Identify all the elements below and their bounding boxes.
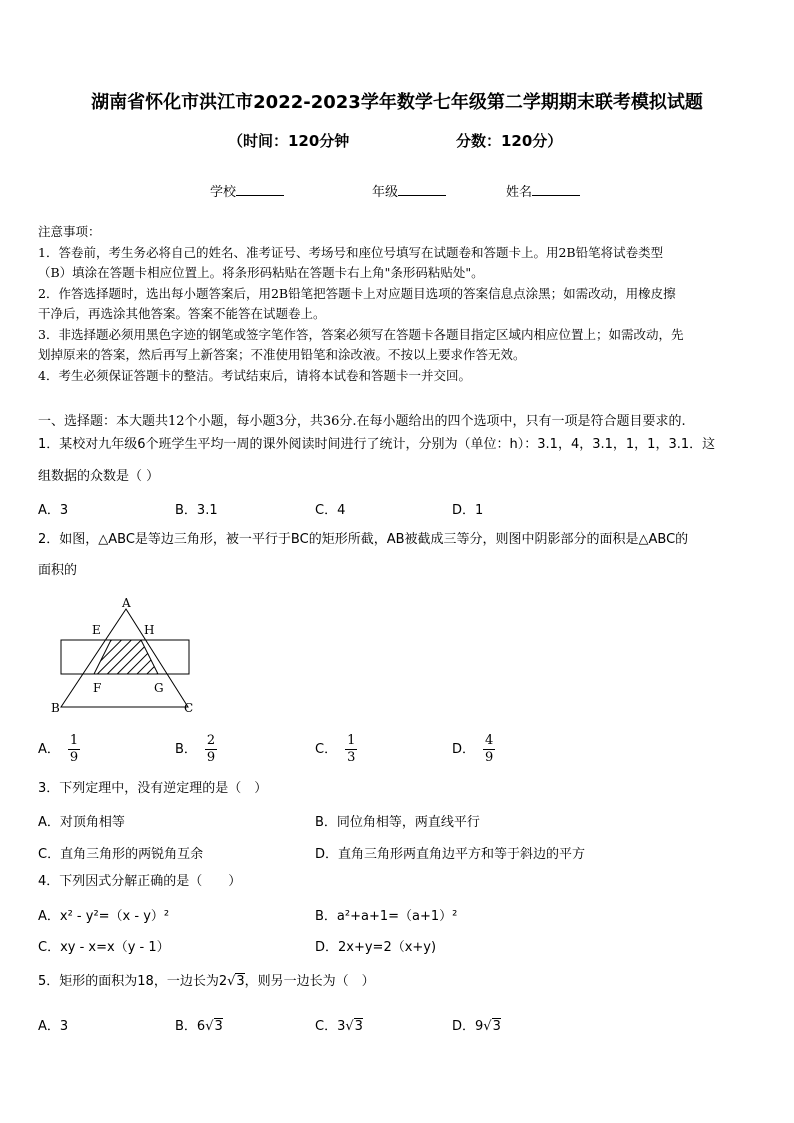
q4-option-a: A．x² - y²=（x - y）² [38,909,170,924]
q4-option-b: B．a²+a+1=（a+1）² [315,909,458,924]
q1-option-c: C．4 [315,503,346,518]
q5-option-a: A．3 [38,1019,69,1034]
notes-line: 干净后，再选涂其他答案。答案不能答在试题卷上。 [38,306,326,321]
label-e: E [92,623,101,637]
q1-option-a: A．3 [38,503,69,518]
fraction: $\frac{1}{9}$ [69,733,79,765]
q4-option-d: D．2x+y=2（x+y) [315,940,437,955]
label-a: A [122,596,131,610]
name-label: 姓名 [506,185,533,200]
q2-option-d: D． $\frac{4}{9}$ [452,733,494,765]
question-4-stem: 4．下列因式分解正确的是（ ） [38,874,242,889]
notes-line: 4．考生必须保证答题卡的整洁。考试结束后，请将本试卷和答题卡一并交回。 [38,367,471,383]
notes-heading: 注意事项： [38,224,101,239]
notes-line: 1．答卷前，考生务必将自己的姓名、准考证号、考场号和座位号填写在试题卷和答题卡上。用2B铅笔将试卷类型 [38,244,664,260]
school-label: 学校 [210,185,237,200]
q2-option-c: C． $\frac{1}{3}$ [315,733,356,765]
q5-option-c: C．3√3 [315,1019,363,1034]
name-field [506,181,580,200]
label-c: C [184,701,194,715]
fraction: $\frac{4}{9}$ [485,733,494,765]
q2-option-b: B． $\frac{2}{9}$ [175,733,216,765]
notes-block [38,222,758,386]
question-2-line-2: 面积的 [38,563,78,578]
name-blank [532,183,580,196]
school-field [210,181,284,200]
grade-label: 年级 [372,185,399,200]
question-5-stem: 5．矩形的面积为18，一边长为2√3，则另一边长为（ ） [38,974,375,989]
exam-score: 分数：120分） [456,132,563,150]
school-blank [236,183,284,196]
exam-time: （时间：120分钟 [228,132,350,150]
grade-blank [398,183,446,196]
q3-option-d: D．直角三角形两直角边平方和等于斜边的平方 [315,847,586,862]
question-2-line-1: 2．如图，△ABC是等边三角形，被一平行于BC的矩形所截，AB被截成三等分，则图中阴影部分的面积是△ABC的 [38,532,689,547]
grade-field [372,181,446,200]
notes-line: 3．非选择题必须用黑色字迹的钢笔或签字笔作答，答案必须写在答题卡各题目指定区域内相应位置上；如需改动，先 [38,326,684,342]
q1-option-d: D．1 [452,503,484,518]
q3-option-c: C．直角三角形的两锐角互余 [38,847,204,862]
q5-option-d: D．9√3 [452,1019,501,1034]
q1-option-b: B．3.1 [175,503,218,518]
question-1-line-1: 1．某校对九年级6个班学生平均一周的课外阅读时间进行了统计，分别为（单位：h）：3.1，4，3.1，1，1，3.1．这 [38,437,716,452]
question-1-line-2: 组数据的众数是（ ） [38,469,160,484]
notes-line: 2．作答选择题时，选出每小题答案后，用2B铅笔把答题卡上对应题目选项的答案信息点涂黑；如需改动，用橡皮擦 [38,285,676,301]
label-h: H [144,623,155,637]
q3-option-b: B．同位角相等，两直线平行 [315,815,480,830]
fraction: $\frac{2}{9}$ [206,733,216,765]
q3-option-a: A．对顶角相等 [38,815,125,830]
exam-title: 湖南省怀化市洪江市2022-2023学年数学七年级第二学期期末联考模拟试题 [91,92,703,113]
notes-line: （B）填涂在答题卡相应位置上。将条形码粘贴在答题卡右上角"条形码粘贴处"。 [38,265,484,280]
sqrt-expression: √3 [227,974,245,989]
q5-option-b: B．6√3 [175,1019,223,1034]
label-g: G [154,681,164,695]
section-heading: 一、选择题：本大题共12个小题，每小题3分，共36分.在每小题给出的四个选项中，只有一项是符合题目要求的. [38,414,686,429]
q2-option-a: A． $\frac{1}{9}$ [38,733,79,765]
notes-line: 划掉原来的答案，然后再写上新答案；不准使用铅笔和涂改液。不按以上要求作答无效。 [38,347,526,362]
question-3-stem: 3．下列定理中，没有逆定理的是（ ） [38,781,268,796]
label-b: B [51,701,60,715]
fraction: $\frac{1}{3}$ [347,733,356,765]
q4-option-c: C．xy - x=x（y - 1） [38,940,170,955]
label-f: F [93,681,102,695]
triangle-diagram [48,594,198,718]
